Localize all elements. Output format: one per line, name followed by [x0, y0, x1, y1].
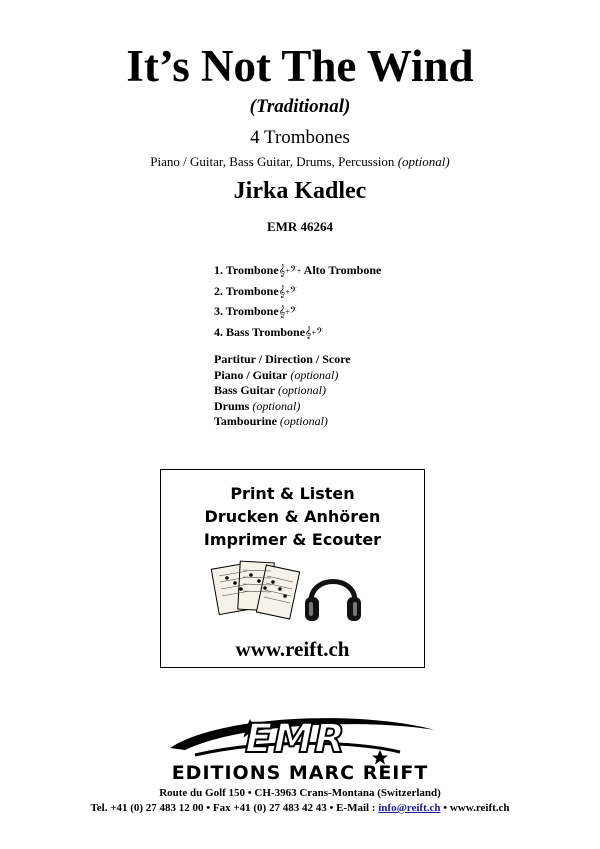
bass-clef-icon: 𝄢: [289, 264, 297, 277]
score-item: [214, 414, 351, 430]
treble-clef-icon: 𝄞: [305, 325, 312, 339]
score-item-label: Bass Guitar: [214, 383, 276, 397]
accompaniment-optional: (optional): [397, 154, 450, 169]
score-item: [214, 368, 351, 384]
publisher-name: EDITIONS MARC REIFT: [171, 762, 429, 784]
parts-list: [214, 262, 381, 344]
publisher-contact: [0, 802, 600, 814]
promo-line-fr: Imprimer & Ecouter: [203, 530, 382, 549]
publisher-logo: [150, 710, 450, 790]
part-item: 3. Trombone𝄞+𝄢: [214, 304, 297, 318]
part-extra: Alto Trombone: [303, 263, 382, 277]
part-label: 1. Trombone: [214, 263, 279, 277]
bass-clef-icon: 𝄢: [316, 325, 324, 339]
score-item-label: Piano / Guitar: [214, 367, 288, 382]
part-item: 1. Trombone𝄞+𝄢+ Alto Trombone: [214, 263, 382, 277]
treble-clef-icon: 𝄞: [278, 284, 286, 298]
part-label: 2. Trombone: [214, 283, 279, 298]
score-item: [214, 383, 351, 399]
sheet-music-icon: [209, 556, 304, 626]
email-link[interactable]: info@reift.ch: [378, 802, 441, 814]
headphones-icon: [303, 565, 363, 627]
treble-clef-icon: 𝄞: [278, 264, 286, 277]
score-list: [214, 352, 351, 430]
catalog-number: EMR 46264: [266, 219, 334, 234]
contact-suffix: • www.reift.ch: [440, 802, 510, 814]
part-label: 4. Bass Trombone: [214, 324, 306, 339]
score-item-note: (optional): [252, 398, 301, 413]
score-item-label: Drums: [214, 398, 250, 413]
bass-clef-icon: 𝄢: [289, 284, 297, 298]
page-title: It’s Not The Wind: [126, 41, 474, 91]
score-item: [214, 399, 351, 415]
treble-clef-icon: 𝄞: [278, 305, 286, 318]
score-item-note: (optional): [279, 414, 328, 428]
score-item: [214, 352, 351, 368]
publisher-address: Route du Golf 150 • CH-3963 Crans-Montana (Switzerland): [159, 787, 441, 799]
bass-clef-icon: 𝄢: [289, 305, 297, 318]
composer: Jirka Kadlec: [233, 178, 367, 204]
contact-text: Tel. +41 (0) 27 483 12 00 • Fax +41 (0) 27 483 42 43 • E-Mail :: [90, 802, 379, 814]
promo-url: www.reift.ch: [235, 637, 350, 661]
instrumentation: 4 Trombones: [250, 127, 350, 148]
promo-line-en: Print & Listen: [230, 484, 355, 503]
accompaniment: [0, 154, 600, 170]
promo-line-de: Drucken & Anhören: [204, 507, 381, 526]
part-label: 3. Trombone: [214, 304, 279, 318]
subtitle: (Traditional): [249, 96, 351, 117]
accompaniment-text: Piano / Guitar, Bass Guitar, Drums, Percussion: [150, 154, 395, 169]
print-listen-box: [160, 469, 425, 668]
part-item: 4. Bass Trombone𝄞+𝄢: [214, 324, 324, 339]
score-item-label: Tambourine: [214, 414, 277, 428]
score-item-note: (optional): [290, 367, 339, 382]
part-item: 2. Trombone𝄞+𝄢: [214, 283, 297, 298]
logo-emr: EMR: [245, 716, 346, 762]
score-item-note: (optional): [278, 383, 327, 397]
score-item-label: Partitur / Direction / Score: [214, 352, 351, 366]
